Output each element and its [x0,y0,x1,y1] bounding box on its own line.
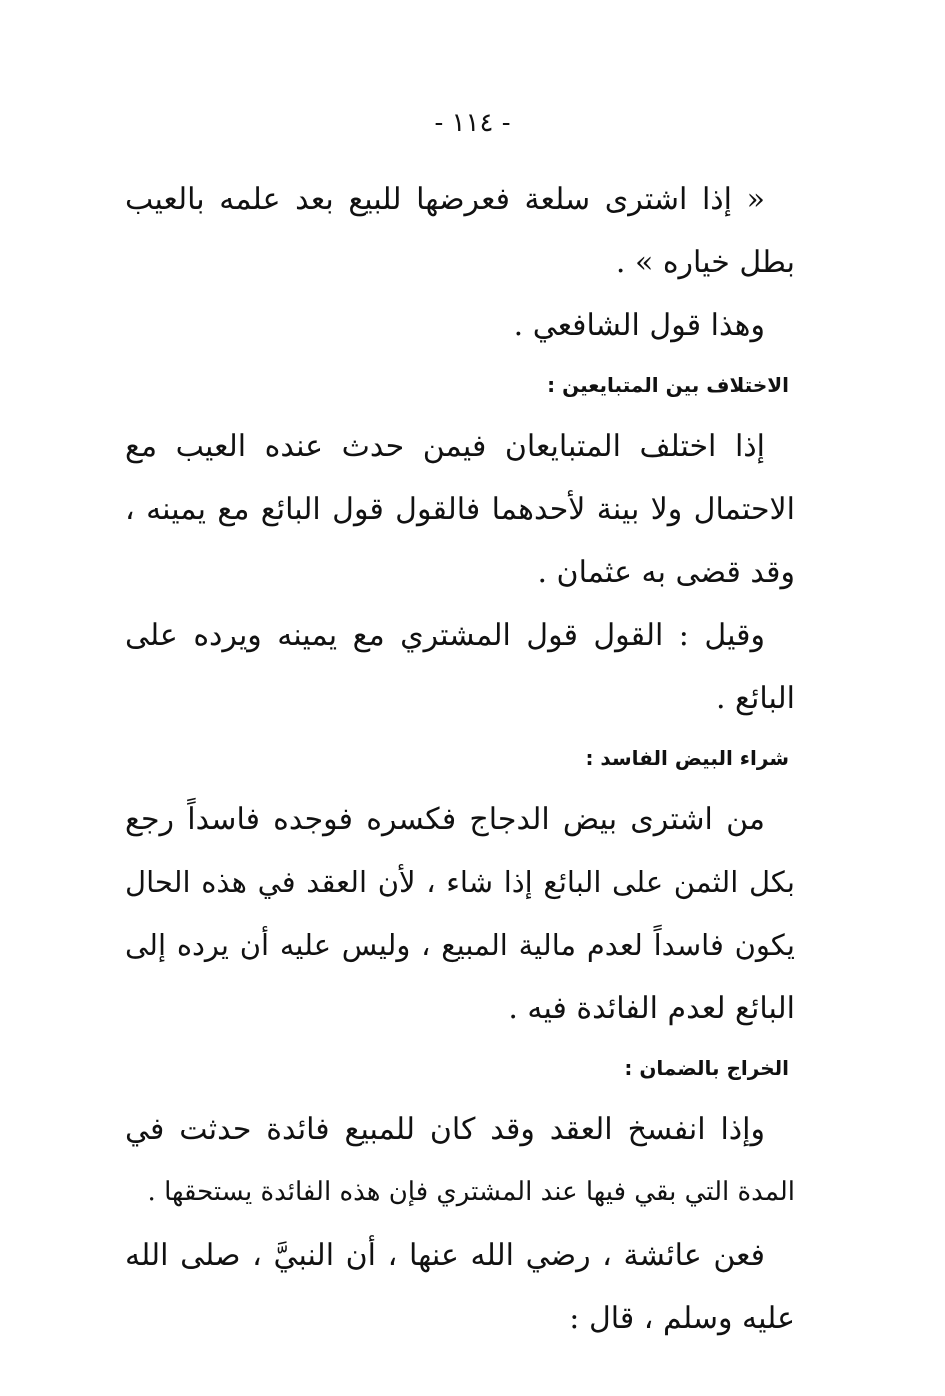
paragraph [125,294,795,357]
paragraph [125,168,795,294]
text-line: البائع . [715,681,795,716]
text-line: إذا اختلف المتبايعان فيمن حدث عنده العيب مع [125,429,765,464]
text-line: وقد قضى به عثمان . [537,555,795,590]
text-line: من اشترى بيض الدجاج فكسره فوجده فاسداً رجع [125,802,765,837]
text-line: بكل الثمن على البائع إذا شاء ، لأن العقد في هذه الحال [125,865,795,899]
text-line: وإذا انفسخ العقد وقد كان للمبيع فائدة حدثت في [125,1112,765,1147]
text-line: وهذا قول الشافعي . [513,308,765,343]
paragraph [125,1098,795,1224]
section-heading: شراء البيض الفاسد : [585,746,789,770]
text-line: يكون فاسداً لعدم مالية المبيع ، وليس عليه أن يرده إلى [125,928,795,962]
text-line: الاحتمال ولا بينة لأحدهما فالقول قول البائع مع يمينه ، [125,492,795,527]
page-body [125,168,795,1350]
text-line: وقيل : القول قول المشتري مع يمينه ويرده على [125,618,765,653]
text-line: فعن عائشة ، رضي الله عنها ، أن النبيَّ ، صلى الله [125,1238,765,1273]
paragraph [125,415,795,604]
paragraph [125,1224,795,1350]
text-line: المدة التي بقي فيها عند المشتري فإن هذه الفائدة يستحقها . [147,1177,795,1207]
text-line: البائع لعدم الفائدة فيه . [508,991,795,1026]
page-number: - ١١٤ - [434,108,511,138]
section-heading: الخراج بالضمان : [624,1056,789,1080]
section-heading: الاختلاف بين المتبايعين : [547,373,789,397]
text-line: « إذا اشترى سلعة فعرضها للبيع بعد علمه بالعيب [125,182,765,217]
text-line: بطل خياره » . [615,245,795,280]
paragraph [125,788,795,1040]
text-line: عليه وسلم ، قال : [569,1301,795,1336]
paragraph [125,604,795,730]
